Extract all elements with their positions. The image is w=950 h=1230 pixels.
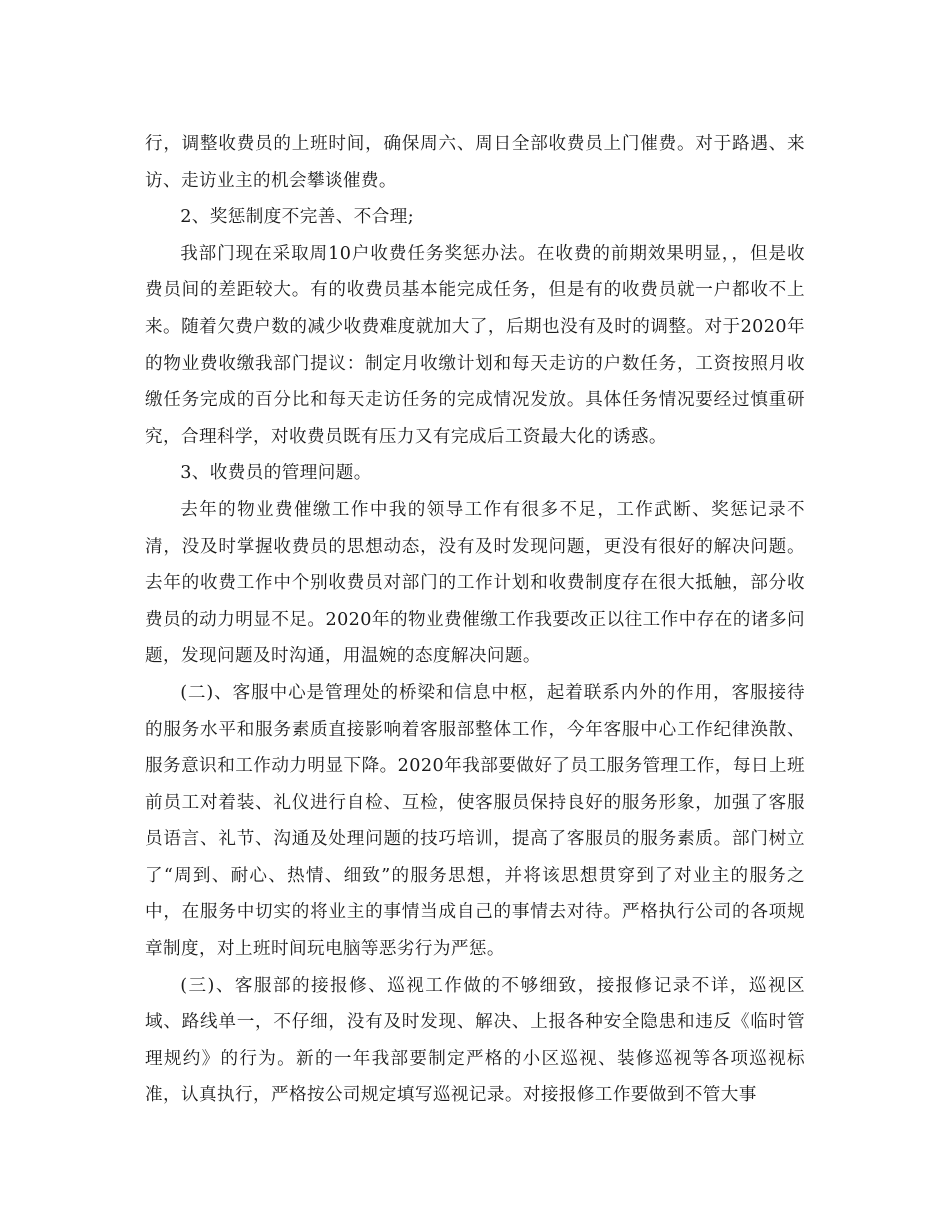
document-body [145, 126, 805, 1114]
paragraph: 我部门现在采取周10户收费任务奖惩办法。在收费的前期效果明显，，但是收费员间的差距较大。有的收费员基本能完成任务，但是有的收费员就一户都收不上来。随着欠费户数的减少收费难度就加大了，后期也没有及时的调整。对于2020年的物业费收缴我部门提议：制定月收缴计划和每天走访的户数任务，工资按照月收缴任务完成的百分比和每天走访任务的完成情况发放。具体任务情况要经过慎重研究，合理科学，对收费员既有压力又有完成后工资最大化的诱惑。 [145, 243, 805, 447]
paragraph: (三)、客服部的接报修、巡视工作做的不够细致，接报修记录不详，巡视区域、路线单一，不仔细，没有及时发现、解决、上报各种安全隐患和违反《临时管理规约》的行为。新的一年我部要制定严格的小区巡视、装修巡视等各项巡视标准，认真执行，严格按公司规定填写巡视记录。对接报修工作要做到不管大事 [145, 975, 805, 1106]
paragraph: 行，调整收费员的上班时间，确保周六、周日全部收费员上门催费。对于路遇、来访、走访业主的机会攀谈催费。 [145, 134, 805, 191]
section-heading: 2、奖惩制度不完善、不合理; [180, 207, 415, 228]
paragraph: 去年的物业费催缴工作中我的领导工作有很多不足，工作武断、奖惩记录不清，没及时掌握收费员的思想动态，没有及时发现问题，更没有很好的解决问题。去年的收费工作中个别收费员对部门的工作计划和收费制度存在很大抵触，部分收费员的动力明显不足。2020年的物业费催缴工作我要改正以往工作中存在的诸多问题，发现问题及时沟通，用温婉的态度解决问题。 [145, 499, 805, 667]
section-heading: 3、收费员的管理问题。 [180, 463, 372, 484]
paragraph: (二)、客服中心是管理处的桥梁和信息中枢，起着联系内外的作用，客服接待的服务水平和服务素质直接影响着客服部整体工作，今年客服中心工作纪律涣散、服务意识和工作动力明显下降。2020年我部要做好了员工服务管理工作，每日上班前员工对着装、礼仪进行自检、互检，使客服员保持良好的服务形象，加强了客服员语言、礼节、沟通及处理问题的技巧培训，提高了客服员的服务素质。部门树立了“周到、耐心、热情、细致”的服务思想，并将该思想贯穿到了对业主的服务之中，在服务中切实的将业主的事情当成自己的事情去对待。严格执行公司的各项规章制度，对上班时间玩电脑等恶劣行为严惩。 [145, 682, 805, 960]
